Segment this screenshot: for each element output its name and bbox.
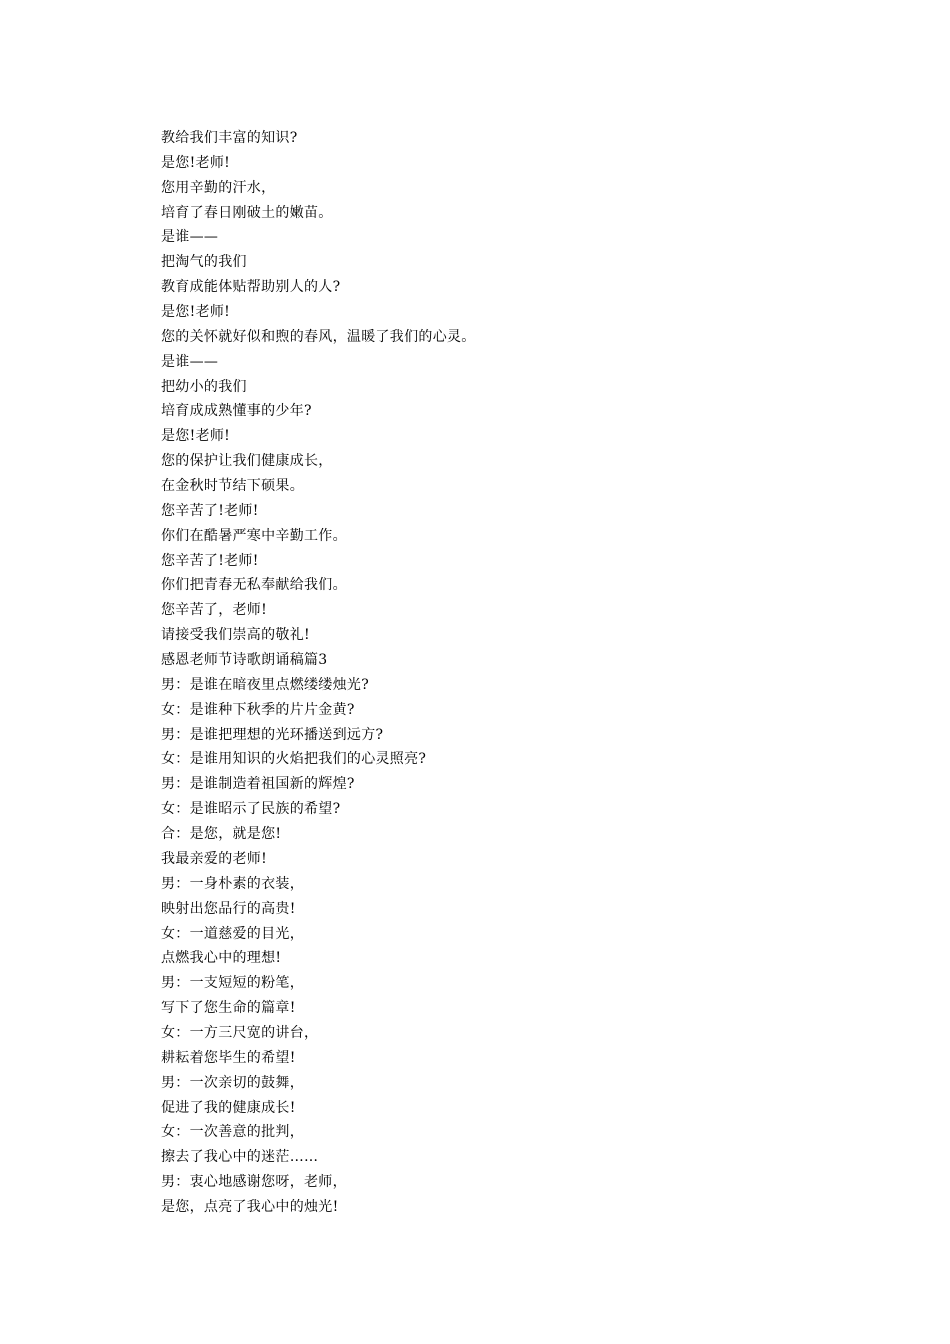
text-line: 您的关怀就好似和煦的春风，温暖了我们的心灵。 xyxy=(161,328,476,345)
text-line: 耕耘着您毕生的希望! xyxy=(161,1049,296,1066)
text-line: 是谁—— xyxy=(161,229,219,246)
text-line: 把幼小的我们 xyxy=(161,378,247,395)
text-line: 合：是您，就是您! xyxy=(161,826,282,843)
text-line: 培育了春日刚破土的嫩苗。 xyxy=(161,204,333,221)
text-line: 女：是谁种下秋季的片片金黄? xyxy=(161,701,355,718)
text-line: 我最亲爱的老师! xyxy=(161,850,268,867)
text-line: 映射出您品行的高贵! xyxy=(161,900,296,917)
text-line: 你们把青春无私奉献给我们。 xyxy=(161,577,347,594)
text-line: 男：是谁在暗夜里点燃缕缕烛光? xyxy=(161,676,370,693)
text-line: 在金秋时节结下硕果。 xyxy=(161,478,304,495)
section-heading: 感恩老师节诗歌朗诵稿篇3 xyxy=(161,652,328,669)
text-line: 您用辛勤的汗水， xyxy=(161,179,276,196)
poem-text-block xyxy=(161,126,881,1220)
text-line: 你们在酷暑严寒中辛勤工作。 xyxy=(161,527,347,544)
text-line: 培育成成熟懂事的少年? xyxy=(161,403,312,420)
text-line: 是您，点亮了我心中的烛光! xyxy=(161,1198,339,1215)
text-line: 擦去了我心中的迷茫…… xyxy=(161,1149,319,1166)
text-line: 女：一次善意的批判， xyxy=(161,1124,304,1141)
text-line: 女：一方三尺宽的讲台， xyxy=(161,1024,319,1041)
text-line: 写下了您生命的篇章! xyxy=(161,1000,296,1017)
text-line: 女：是谁昭示了民族的希望? xyxy=(161,801,341,818)
text-line: 男：一身朴素的衣装， xyxy=(161,875,304,892)
text-line: 女：是谁用知识的火焰把我们的心灵照亮? xyxy=(161,751,427,768)
text-line: 教育成能体贴帮助别人的人? xyxy=(161,279,341,296)
text-line: 是谁—— xyxy=(161,353,219,370)
text-line: 女：一道慈爱的目光， xyxy=(161,925,304,942)
text-line: 男：是谁把理想的光环播送到远方? xyxy=(161,726,384,743)
text-line: 您辛苦了!老师! xyxy=(161,502,259,519)
text-line: 把淘气的我们 xyxy=(161,254,247,271)
text-line: 男：衷心地感谢您呀，老师， xyxy=(161,1174,347,1191)
text-line: 您的保护让我们健康成长， xyxy=(161,453,333,470)
text-line: 教给我们丰富的知识? xyxy=(161,130,298,146)
text-line: 男：一次亲切的鼓舞， xyxy=(161,1074,304,1091)
text-line: 是您!老师! xyxy=(161,154,231,171)
text-line: 是您!老师! xyxy=(161,428,231,445)
text-line: 您辛苦了，老师! xyxy=(161,602,268,619)
text-line: 点燃我心中的理想! xyxy=(161,950,282,967)
text-line: 促进了我的健康成长! xyxy=(161,1099,296,1116)
text-line: 男：是谁制造着祖国新的辉煌? xyxy=(161,776,355,793)
text-line: 您辛苦了!老师! xyxy=(161,552,259,569)
text-line: 请接受我们崇高的敬礼! xyxy=(161,627,310,644)
text-line: 男：一支短短的粉笔， xyxy=(161,975,304,992)
text-line: 是您!老师! xyxy=(161,304,231,321)
